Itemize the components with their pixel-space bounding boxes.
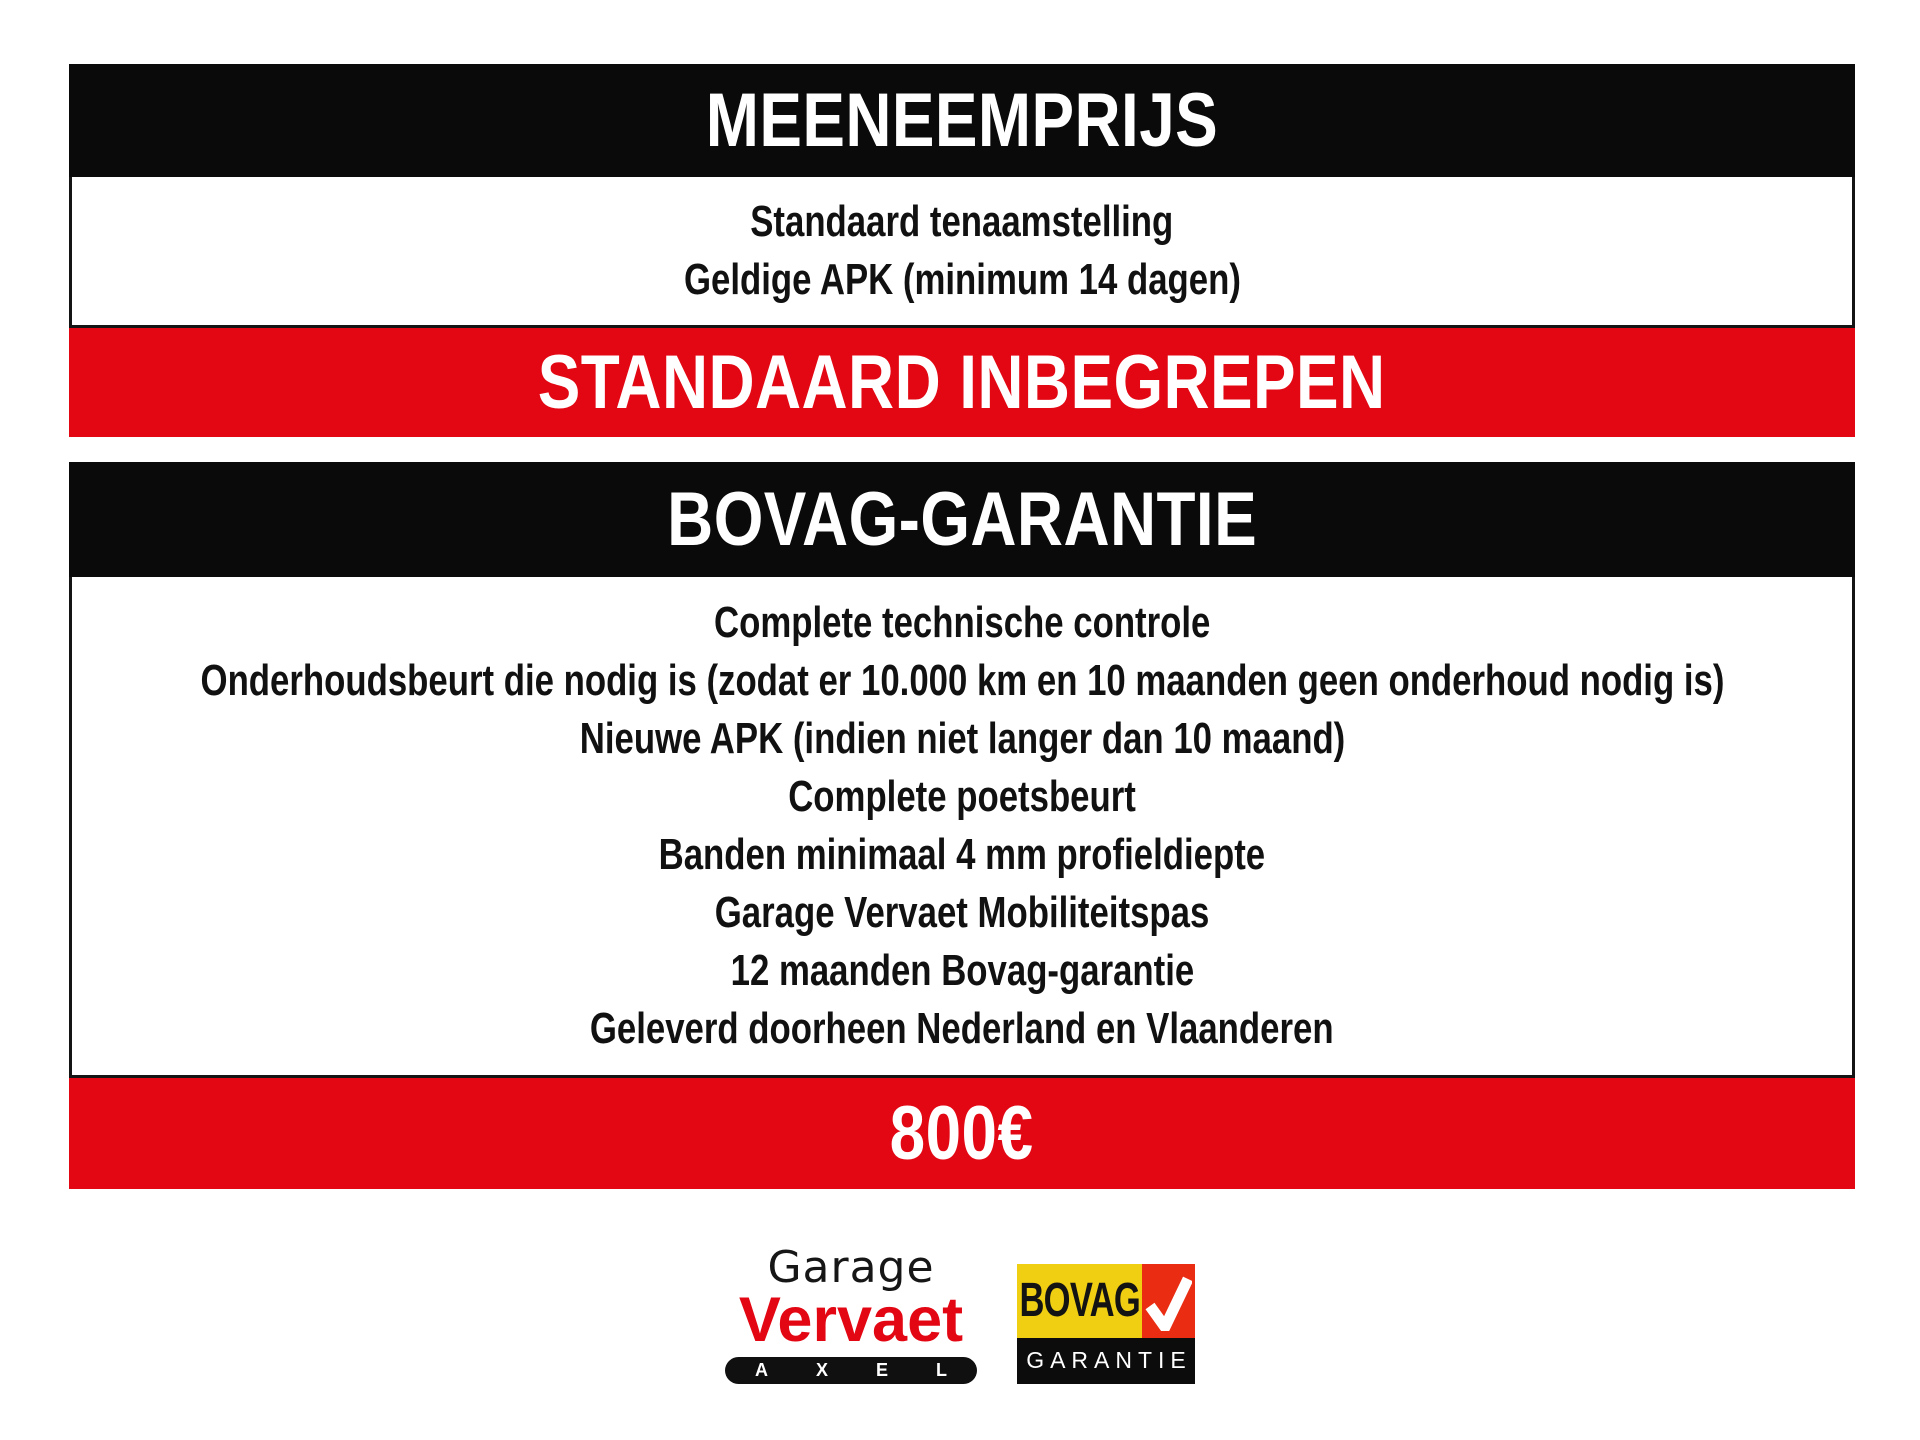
bovag-garantie-item-list [69,577,1855,1078]
vervaet-logo-name-text: Vervaet [738,1285,964,1355]
bovag-logo-top [1017,1264,1195,1338]
meeneemprijs-title: MEENEEMPRIJS [705,78,1219,163]
list-item [669,942,1256,1000]
standaard-inbegrepen-banner [69,328,1855,437]
list-item-text: Geldige APK (minimum 14 dagen) [683,255,1241,304]
list-item [610,251,1315,309]
list-item-text: Standaard tenaamstelling [750,197,1174,246]
list-item [742,768,1182,826]
list-item-text: Complete poetsbeurt [788,772,1136,821]
bovag-garantie-panel [69,462,1855,1189]
axel-badge-letter: A [755,1360,768,1381]
checkmark-icon [1145,1271,1192,1331]
list-item-text: Geleverd doorheen Nederland en Vlaanderen [590,1004,1334,1053]
standaard-inbegrepen-label: STANDAARD INBEGREPEN [538,340,1386,425]
bovag-brand-text: BOVAG [1019,1274,1140,1328]
list-item [578,826,1346,884]
bovag-garantie-title: BOVAG-GARANTIE [667,477,1257,562]
bovag-garantie-logo [1017,1264,1195,1384]
bovag-logo-red-block [1142,1264,1195,1338]
list-item [478,710,1447,768]
list-item-text: Complete technische controle [713,598,1211,647]
list-item-text: 12 maanden Bovag-garantie [730,946,1194,995]
list-item [491,1000,1432,1058]
meeneemprijs-header-bar [69,64,1855,177]
list-item-text: Garage Vervaet Mobiliteitspas [714,888,1210,937]
bovag-logo-yellow-block [1017,1264,1142,1338]
axel-badge-letter: X [815,1360,828,1381]
list-item [649,884,1275,942]
vervaet-logo-axel-badge [725,1357,977,1384]
price-label: 800€ [890,1091,1034,1176]
vervaet-logo-garage-text: Garage [767,1242,935,1293]
axel-badge-letter: L [935,1360,947,1381]
list-item-text: Onderhoudsbeurt die nodig is (zodat er 10.000 km en 10 maanden geen onderhoud nodig is) [200,656,1724,705]
garage-vervaet-logo [725,1242,977,1384]
list-item [648,594,1276,652]
list-item-text: Banden minimaal 4 mm profieldiepte [658,830,1266,879]
price-banner [69,1078,1855,1189]
bovag-garantie-header-bar [69,462,1855,577]
bovag-logo-caption-bar [1017,1338,1195,1384]
meeneemprijs-item-list [69,177,1855,328]
list-item [694,193,1229,251]
bovag-caption-text: GARANTIE [1026,1347,1192,1374]
footer-logos [0,1242,1920,1384]
list-item-text: Nieuwe APK (indien niet langer dan 10 maand) [579,714,1345,763]
meeneemprijs-panel [69,64,1855,437]
axel-badge-letter: E [875,1360,888,1381]
list-item [0,652,1920,710]
